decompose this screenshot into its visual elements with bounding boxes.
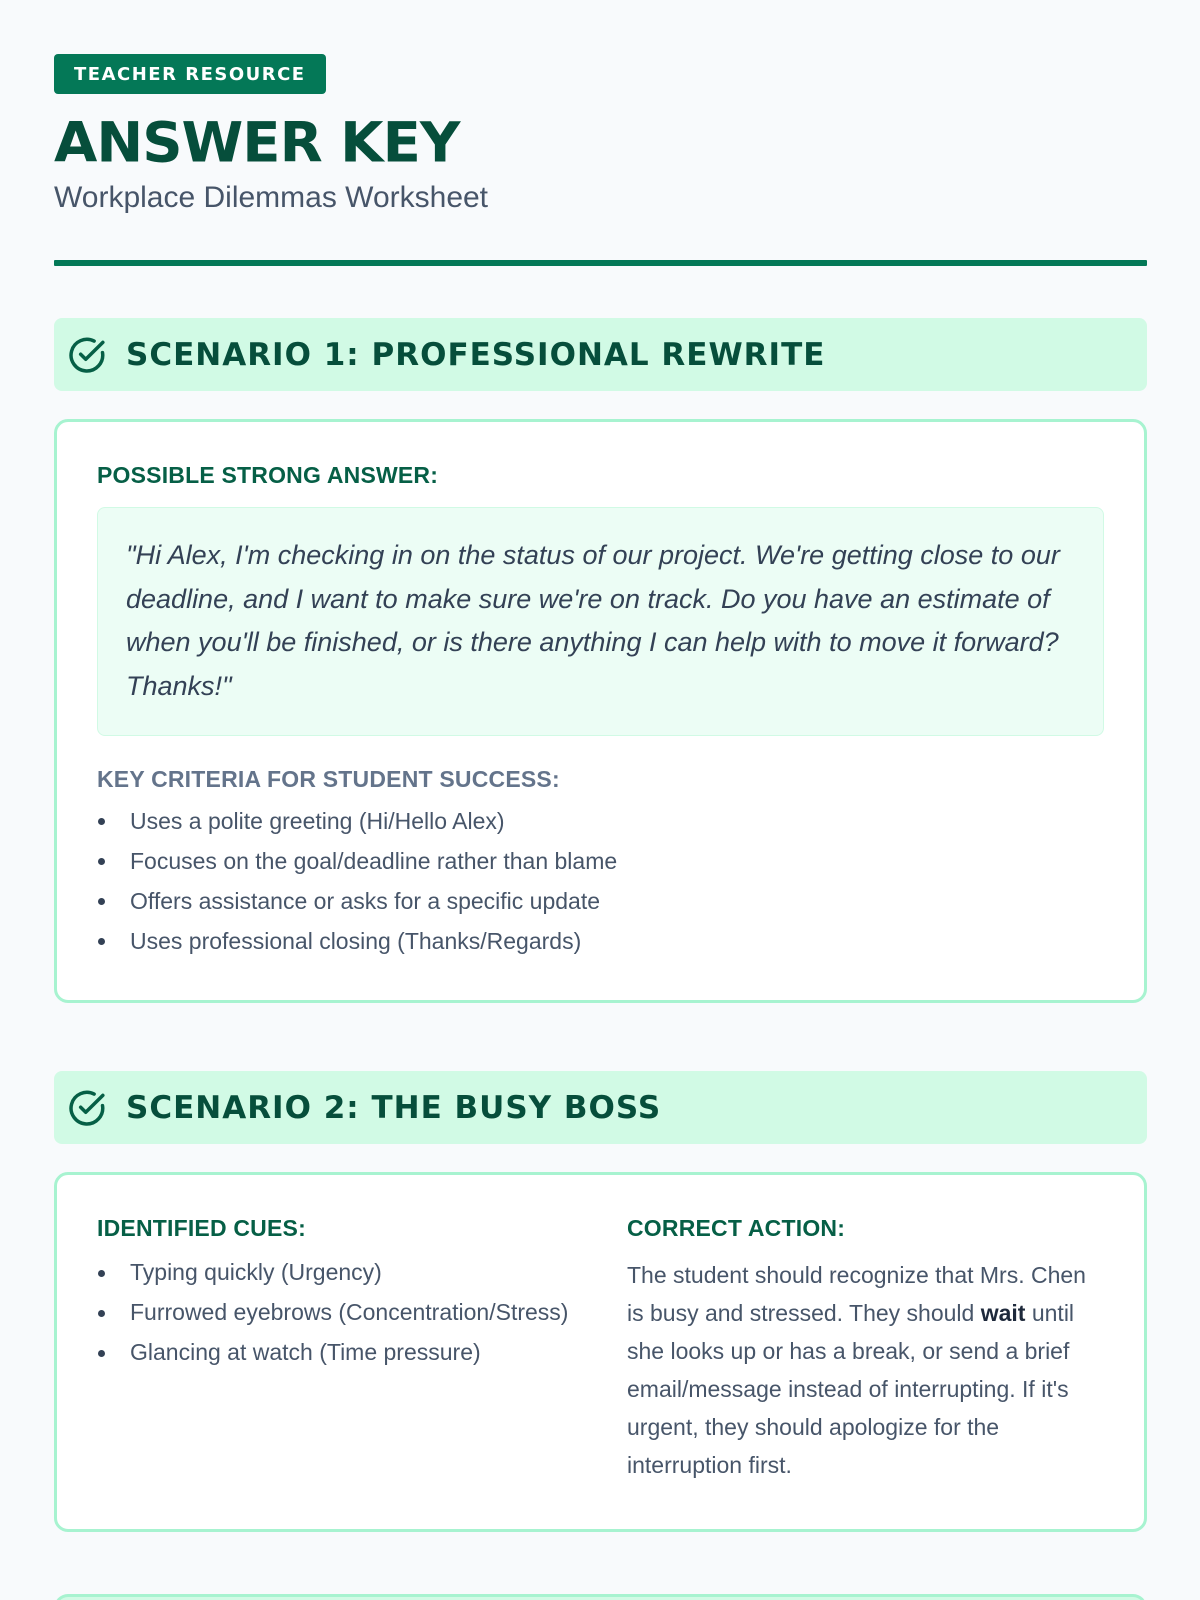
scenario-2-card <box>54 1172 1147 1532</box>
action-label: CORRECT ACTION: <box>627 1215 846 1241</box>
scenario-2-header <box>54 1071 1147 1144</box>
page-title: ANSWER KEY <box>54 111 460 176</box>
action-column <box>627 1215 1087 1484</box>
teacher-resource-badge: TEACHER RESOURCE <box>54 54 326 94</box>
cues-label: IDENTIFIED CUES: <box>97 1215 306 1241</box>
criteria-item: Uses a polite greeting (Hi/Hello Alex) <box>97 801 1104 841</box>
cues-column <box>97 1215 587 1484</box>
action-text <box>627 1256 1087 1484</box>
scenario-1-card <box>54 419 1147 1003</box>
check-circle-icon <box>68 1089 106 1127</box>
criteria-item: Uses professional closing (Thanks/Regards) <box>97 921 1104 961</box>
scenario-1-header <box>54 318 1147 391</box>
scenario-2-title: SCENARIO 2: THE BUSY BOSS <box>126 1089 662 1126</box>
header-divider <box>54 260 1147 266</box>
page-subtitle: Workplace Dilemmas Worksheet <box>54 181 489 214</box>
criteria-item: Focuses on the goal/deadline rather than blame <box>97 841 1104 881</box>
next-section-edge <box>54 1594 1147 1600</box>
cues-list <box>97 1256 587 1369</box>
cue-item: Typing quickly (Urgency) <box>97 1256 587 1289</box>
answer-key-page <box>54 54 1147 1532</box>
action-text-start: The student should recognize that Mrs. Chen is busy and stressed. They should <box>627 1262 1086 1326</box>
criteria-label: KEY CRITERIA FOR STUDENT SUCCESS: <box>97 766 560 792</box>
sample-answer-quote: "Hi Alex, I'm checking in on the status of our project. We're getting close to our deadline, and I want to make sure we're on track. Do you have an estimate of when you'll be finished, or is there anything I can help with to move it forward? Thanks!" <box>97 507 1104 736</box>
action-emphasis: wait <box>980 1300 1026 1326</box>
check-circle-icon <box>68 336 106 374</box>
scenario-2-columns <box>97 1215 1104 1484</box>
scenario-1-title: SCENARIO 1: PROFESSIONAL REWRITE <box>126 336 826 373</box>
criteria-section <box>97 766 1104 961</box>
criteria-item: Offers assistance or asks for a specific update <box>97 881 1104 921</box>
action-text-end: until she looks up or has a break, or send a brief email/message instead of interrupting. If it's urgent, they should apologize for the interruption first. <box>627 1300 1075 1478</box>
answer-label: POSSIBLE STRONG ANSWER: <box>97 462 439 488</box>
cue-item: Glancing at watch (Time pressure) <box>97 1336 587 1369</box>
criteria-list <box>97 801 1104 961</box>
cue-item: Furrowed eyebrows (Concentration/Stress) <box>97 1296 587 1329</box>
